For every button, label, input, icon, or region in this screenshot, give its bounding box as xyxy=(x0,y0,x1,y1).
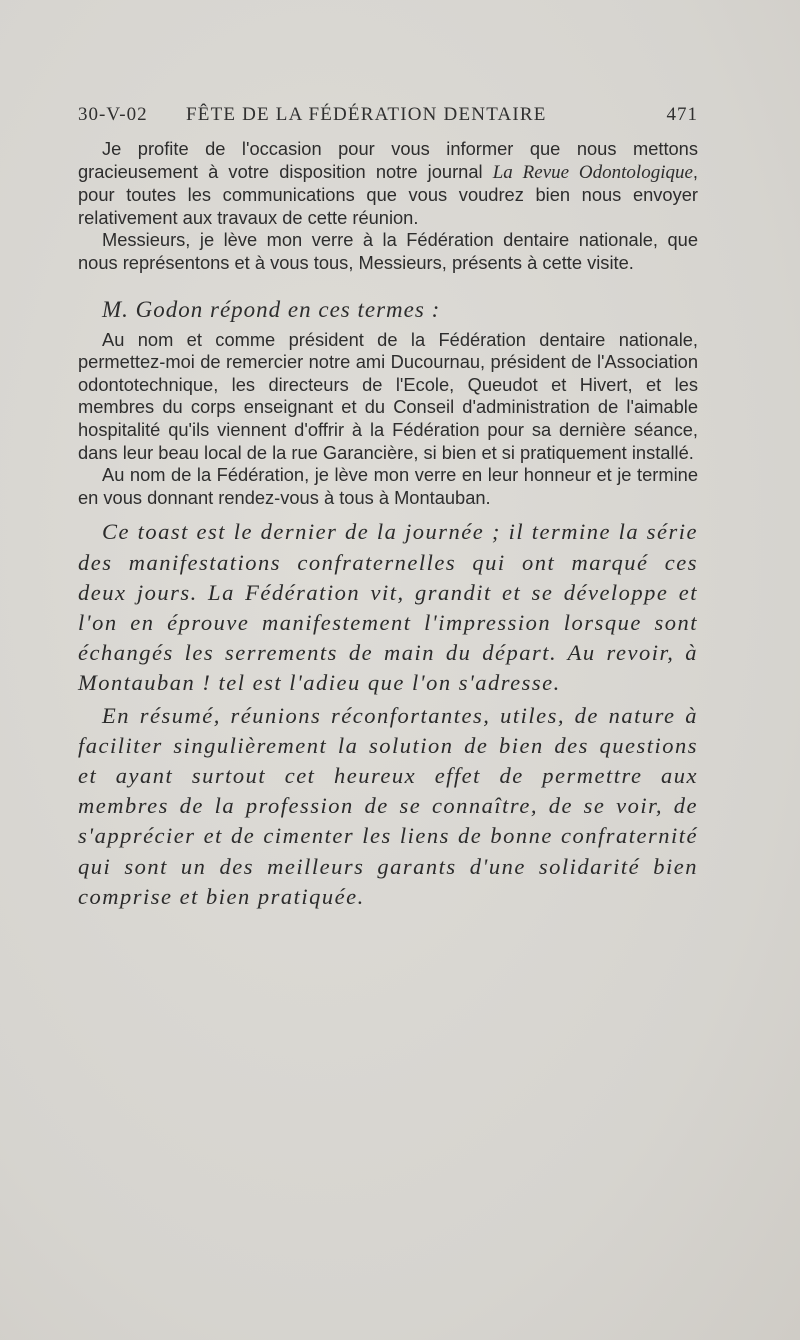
paragraph-summary: En résumé, réunions réconfortantes, utiles, de nature à faciliter singulièrement la solution de bien des questions et ayant surtout cet heureux effet de permettre aux membres de la profession de se connaître, de se voir, de s'apprécier et de cimenter les liens de bonne confraternité qui sont un des meilleurs garants d'une solidarité bien comprise et bien pratiquée. xyxy=(78,702,698,909)
running-header xyxy=(78,104,698,132)
paragraph-journal-offer: Je profite de l'occasion pour vous informer que nous mettons gracieusement à votre disposition notre journal La Revue Odontologique, pour toutes les communications que vous voudrez bien nous envoyer relativement aux travaux de cette réunion. xyxy=(78,138,698,228)
paragraph-godon-reply: Au nom et comme président de la Fédération dentaire nationale, permettez-moi de remercier notre ami Ducournau, président de l'Association odontotechnique, les directeurs de l'Ecole, Queudot et Hivert, et les membres du corps enseignant et du Conseil d'administration de l'aimable hospitalité qu'ils viennent d'offrir à la Fédération pour sa dernière séance, dans leur beau local de la rue Garancière, si bien et si pratiquement installé. xyxy=(78,328,698,463)
paragraph-godon-toast: Au nom de la Fédération, je lève mon verre en leur honneur et je termine en vous donnant rendez-vous à tous à Montauban. xyxy=(78,464,698,508)
page-body xyxy=(78,138,698,912)
paragraph-last-toast: Ce toast est le dernier de la journée ; il termine la série des manifestations confraternelles qui ont marqué ces deux jours. La Fédération vit, grandit et se développe et l'on en éprouve manifestement l'impression lorsque sont échangés les serrements de main du départ. Au revoir, à Montauban ! tel est l'adieu que l'on s'adresse. xyxy=(78,519,698,696)
page-number: 471 xyxy=(666,104,698,125)
section-heading: M. Godon répond en ces termes : xyxy=(102,296,441,322)
header-date: 30-V-02 xyxy=(78,104,148,125)
journal-title: La Revue Odontologique xyxy=(492,161,693,183)
paragraph-toast: Messieurs, je lève mon verre à la Fédération dentaire nationale, que nous représentons et à vous tous, Messieurs, présents à cette visite. xyxy=(78,229,698,273)
header-title: FÊTE DE LA FÉDÉRATION DENTAIRE xyxy=(186,104,547,125)
